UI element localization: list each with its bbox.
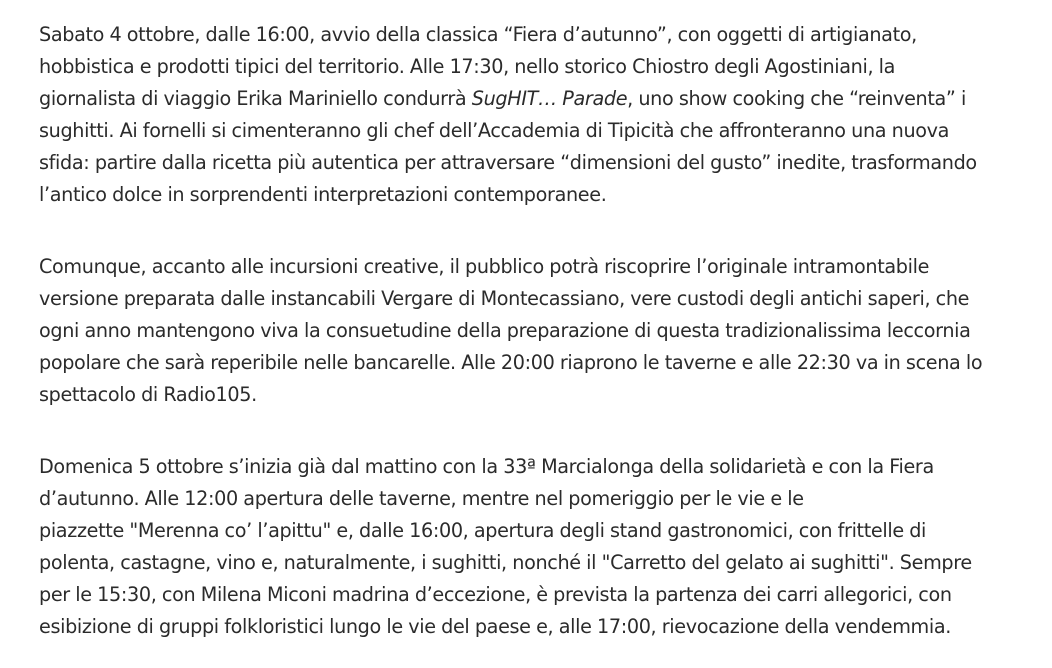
paragraph-saturday-text-start: Sabato 4 ottobre, dalle 16:00, avvio della classica “Fiera d’autunno”, con oggetti di artigianato, hobbistica e prodotti tipici del territorio. Alle 17:30, nello storico Chiostro degli Agostiniani, la giornalista di viaggio Erika Mariniello condurrà [39, 23, 917, 110]
show-title-italic: SugHIT… Parade [471, 87, 628, 110]
paragraph-sunday-line-1: Domenica 5 ottobre s’inizia già dal mattino con la 33ª Marcialonga della solidarietà e con la Fiera [39, 455, 934, 478]
paragraph-vergare: Comunque, accanto alle incursioni creative, il pubblico potrà riscoprire l’originale intramontabile versione preparata dalle instancabili Vergare di Montecassiano, vere custodi degli antichi saperi, che ogni anno mantengono viva la consuetudine della preparazione di questa tradizionalissima leccornia popolare che sarà reperibile nelle bancarelle. Alle 20:00 riaprono le taverne e alle 22:30 va in scena lo spettacolo di Radio105. [39, 255, 983, 406]
paragraph-saturday [39, 19, 989, 211]
paragraph-sunday-text-rest: piazzette "Merenna co’ l’apittu" e, dalle 16:00, apertura degli stand gastronomici, con frittelle di polenta, castagne, vino e, naturalmente, i sughitti, nonché il "Carretto del gelato ai sughitti". Sempre per le 15:30, con Milena Miconi madrina d’eccezione, è prevista la partenza dei carri allegorici, con esibizione di gruppi folkloristici lungo le vie del paese e, alle 17:00, rievocazione della vendemmia. [39, 519, 972, 638]
article-body [39, 19, 989, 643]
paragraph-sunday-line-2: d’autunno. Alle 12:00 apertura delle taverne, mentre nel pomeriggio per le vie e le [39, 487, 804, 510]
paragraph-saturday-text-end: , uno show cooking che “reinventa” i sughitti. Ai fornelli si cimenteranno gli chef dell’Accademia di Tipicità che affronteranno una nuova sfida: partire dalla ricetta più autentica per attraversare “dimensioni del gusto” inedite, trasformando l’antico dolce in sorprendenti interpretazioni contemporanee. [39, 87, 977, 206]
paragraph-sunday [39, 451, 989, 643]
